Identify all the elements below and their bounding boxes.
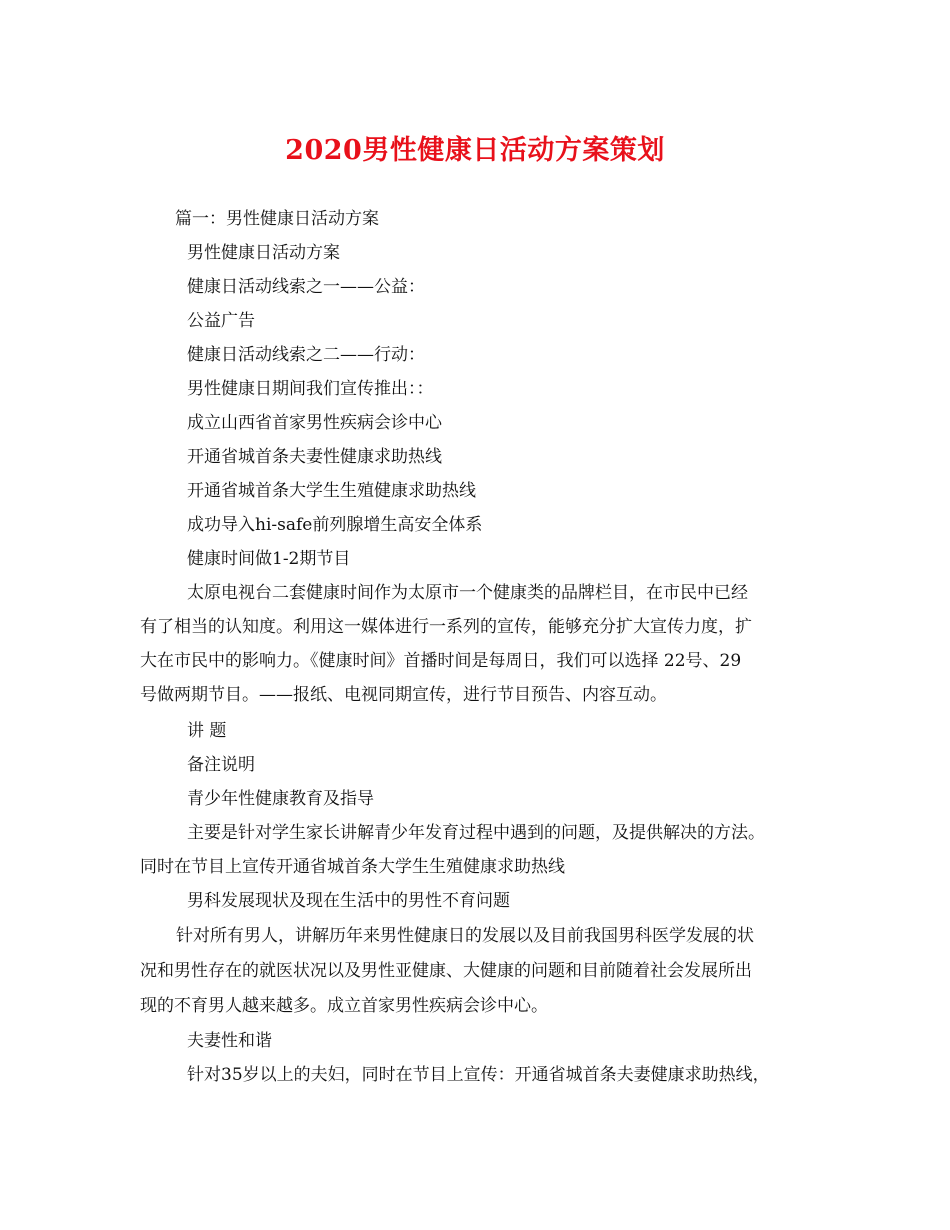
paragraph-line: 针对所有男人，讲解历年来男性健康日的发展以及目前我国男科医学发展的状 <box>176 926 754 946</box>
text-line: 备注说明 <box>187 755 255 775</box>
paragraph-line: 现的不育男人越来越多。成立首家男性疾病会诊中心。 <box>140 996 548 1016</box>
text-line: 男性健康日期间我们宣传推出：： <box>187 379 434 399</box>
text-line: 夫妻性和谐 <box>187 1031 272 1051</box>
text-line: 健康日活动线索之一——公益： <box>187 277 425 297</box>
text-line: 健康时间做1-2期节目 <box>187 549 351 569</box>
text-line: 成功导入hi-safe前列腺增生高安全体系 <box>187 515 483 535</box>
text-line: 健康日活动线索之二——行动： <box>187 345 425 365</box>
paragraph-line: 况和男性存在的就医状况以及男性亚健康、大健康的问题和目前随着社会发展所出 <box>140 961 752 981</box>
paragraph-line: 同时在节目上宣传开通省城首条大学生生殖健康求助热线 <box>140 857 565 877</box>
text-line: 成立山西省首家男性疾病会诊中心 <box>187 413 442 433</box>
text-line: 讲 题 <box>187 721 227 741</box>
paragraph-line: 主要是针对学生家长讲解青少年发育过程中遇到的问题，及提供解决的方法。 <box>187 823 765 843</box>
paragraph-line: 太原电视台二套健康时间作为太原市一个健康类的品牌栏目，在市民中已经 <box>187 583 748 603</box>
section-heading: 篇一：男性健康日活动方案 <box>175 209 379 229</box>
paragraph-line: 号做两期节目。——报纸、电视同期宣传，进行节目预告、内容互动。 <box>140 685 667 705</box>
document-title: 2020男性健康日活动方案策划 <box>285 135 665 166</box>
paragraph-line: 大在市民中的影响力。《健康时间》首播时间是每周日，我们可以选择 22号、29 <box>140 651 742 671</box>
paragraph-line: 有了相当的认知度。利用这一媒体进行一系列的宣传，能够充分扩大宣传力度，扩 <box>140 617 752 637</box>
text-line: 公益广告 <box>187 311 255 331</box>
text-line: 男性健康日活动方案 <box>187 243 340 263</box>
text-line: 开通省城首条夫妻性健康求助热线 <box>187 447 442 467</box>
paragraph-line: 针对35岁以上的夫妇，同时在节目上宣传：开通省城首条夫妻健康求助热线， <box>187 1065 770 1085</box>
text-line: 开通省城首条大学生生殖健康求助热线 <box>187 481 476 501</box>
text-line: 男科发展现状及现在生活中的男性不育问题 <box>187 891 510 911</box>
text-line: 青少年性健康教育及指导 <box>187 789 374 809</box>
